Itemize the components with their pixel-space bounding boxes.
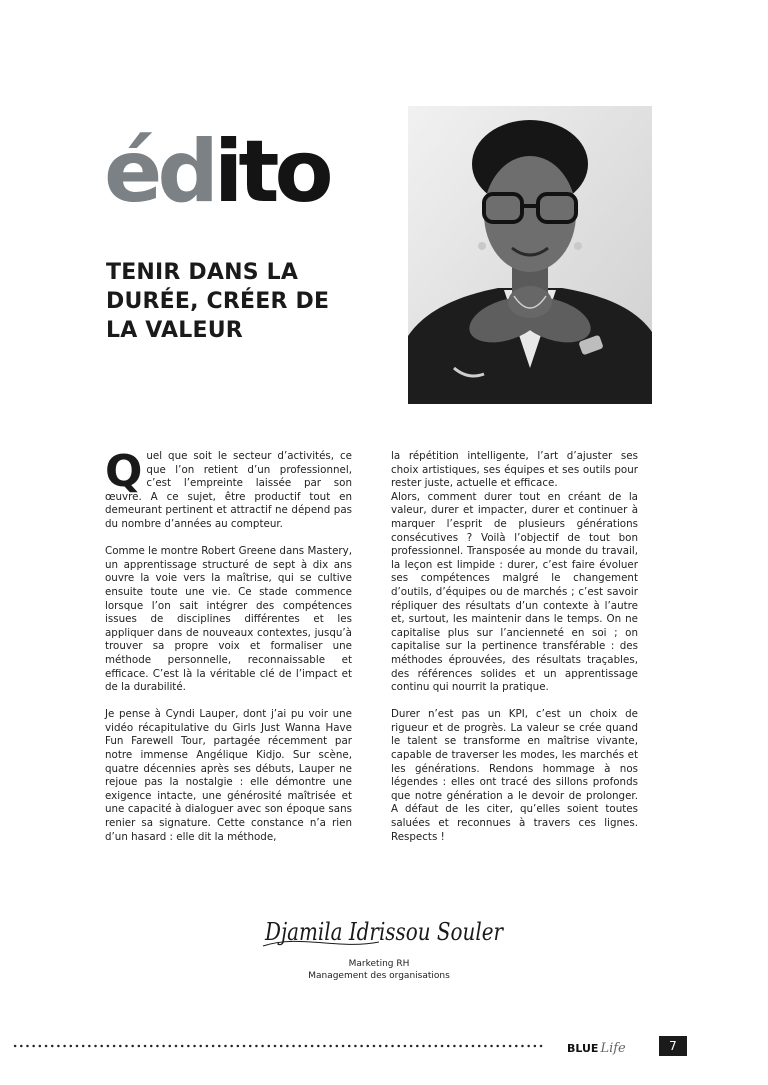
drop-cap: Q [105, 446, 143, 497]
author-signature [259, 904, 509, 954]
signature-text: Djamila Idrissou Souler [264, 918, 505, 946]
article-paragraph: la répétition intelligente, l’art d’ajuster ses choix artistiques, ses équipes et ses outils pour rester juste, actuelle et efficace. [391, 450, 638, 490]
signature-illustration [259, 904, 509, 954]
author-role-line: Marketing RH [348, 959, 410, 969]
author-role [229, 958, 529, 982]
section-title [104, 112, 329, 232]
magazine-logo [567, 1038, 626, 1058]
author-portrait [408, 106, 652, 404]
article-paragraph: Je pense à Cyndi Lauper, dont j’ai pu voir une vidéo récapitulative du Girls Just Wanna Have Fun Farewell Tour, partagée récemment par notre immense Angélique Kidjo. Sur scène, quatre décennies après ses débuts, Lauper ne rejoue pas la nostalgie : elle démontre une exigence intacte, une générosité maîtrisée et une capacité à dialoguer avec son époque sans renier sa signature. Cette constance n’a rien d’un hasard : elle dit la méthode, [105, 708, 352, 843]
editorial-headline: TENIR DANS LA DURÉE, CRÉER DE LA VALEUR [106, 260, 330, 343]
article-paragraph: Comme le montre Robert Greene dans Mastery, un apprentissage structuré de sept à dix ans ouvre la voie vers la maîtrise, qui se cultive ensuite toute une vie. Ce stade commence lorsque l’on sait intégrer des compétences issues de disciplines différentes et les appliquer dans de nouveaux contextes, jusqu’à trouver sa propre voix et formaliser une méthode personnelle, reconnaissable et efficace. C’est là la véritable clé de l’impact et de la durabilité. [105, 545, 352, 694]
article-paragraph: Alors, comment durer tout en créant de la valeur, durer et impacter, durer et continuer à marquer l’esprit de plusieurs générations consécutives ? Voilà l’objectif de tout bon professionnel. Transposée au monde du travail, la leçon est limpide : durer, c’est faire évoluer ses compétences malgré le changement d’outils, d’équipes ou de marchés ; c’est savoir répliquer des résultats d’un contexte à l’autre et, surtout, les maintenir dans le temps. On ne capitalise plus sur l’ancienneté en soi ; on capitalise sur la pertinence transférable : des méthodes éprouvées, des résultats traçables, des références solides et un apprentissage continu qui nourrit la pratique. [391, 490, 638, 694]
portrait-illustration [408, 106, 652, 404]
footer-dotted-rule [12, 1043, 546, 1049]
author-role-line: Management des organisations [308, 971, 450, 981]
paragraph-text: uel que soit le secteur d’activités, ce que l’on retient d’un professionnel, c’est l’empreinte laissée par son œuvre. A ce sujet, être productif tout en demeurant pertinent et attractif ne dépend pas du nombre d’années au compteur. [105, 450, 352, 530]
brand-name: BLUE [567, 1041, 599, 1055]
section-title-dark: ito [213, 122, 329, 222]
article-column-right [391, 450, 638, 858]
page-number: 7 [659, 1036, 687, 1056]
article-column-left [105, 446, 352, 858]
article-paragraph: Durer n’est pas un KPI, c’est un choix de rigueur et de progrès. La valeur se crée quand le talent se transforme en maîtrise vivante, capable de traverser les modes, les marchés et les générations. Rendons hommage à nos légendes : elles ont tracé des sillons profonds que notre génération a le devoir de prolonger. A défaut de les citer, qu’elles soient toutes saluées et reconnues à travers ces lignes. Respects ! [391, 708, 638, 843]
article-paragraph [105, 446, 352, 532]
brand-script: Life [600, 1040, 626, 1056]
section-title-light: éd [104, 122, 214, 222]
